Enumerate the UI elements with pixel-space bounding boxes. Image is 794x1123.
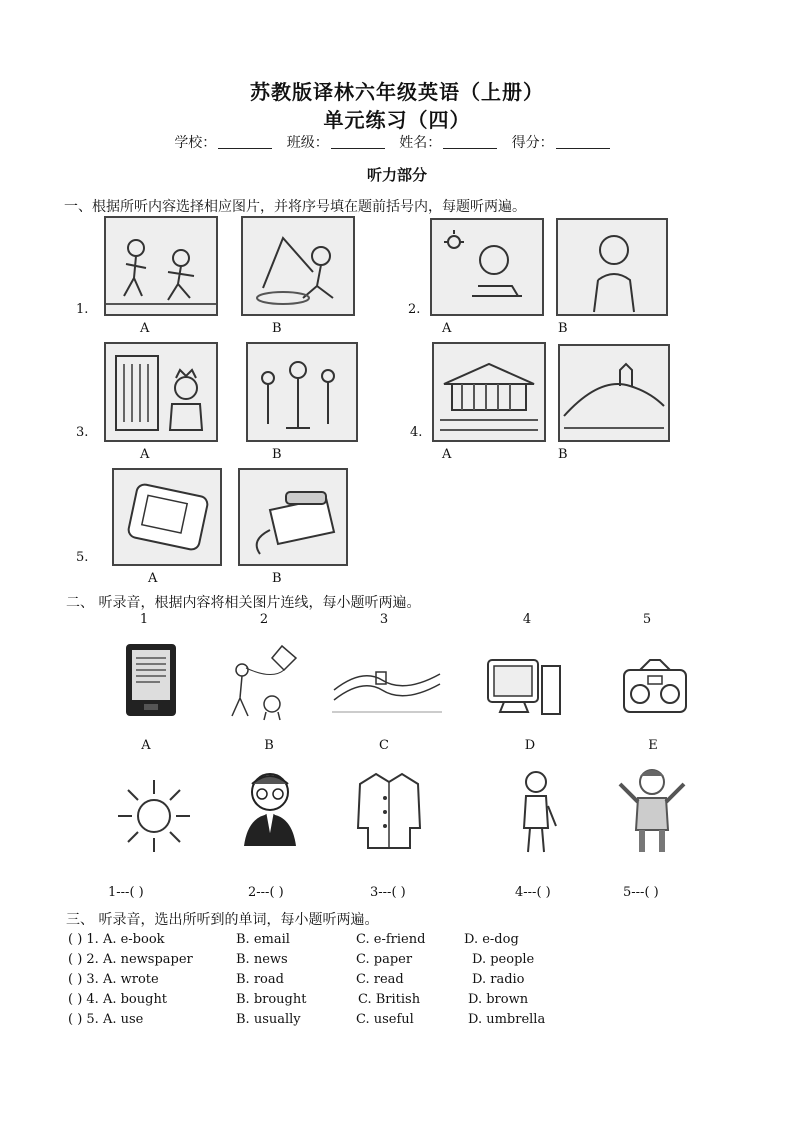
option-label: A	[140, 447, 150, 462]
telephone-icon	[240, 470, 346, 564]
option-d[interactable]: D. radio	[472, 972, 525, 987]
match-number: 3	[379, 612, 389, 627]
picture-4a-palace[interactable]	[432, 342, 546, 442]
match-letter: E	[648, 738, 658, 753]
question-text[interactable]: ( ) 1. A. e-book	[68, 932, 165, 947]
picture-1a-children-playing[interactable]	[104, 216, 218, 316]
part2-instruction: 二、 听录音，根据内容将相关图片连线，每小题听两遍。	[66, 595, 421, 611]
businessman-picture[interactable]	[238, 766, 302, 848]
radio-picture[interactable]	[620, 656, 690, 716]
option-label: B	[272, 321, 282, 336]
option-d[interactable]: D. brown	[468, 992, 529, 1007]
option-b[interactable]: B. email	[236, 932, 290, 947]
class-label: 班级：	[286, 135, 329, 151]
ebook-icon	[124, 642, 180, 718]
option-d[interactable]: D. people	[472, 952, 535, 967]
question-text[interactable]: ( ) 5. A. use	[68, 1012, 144, 1027]
option-label: B	[272, 447, 282, 462]
name-label: 姓名：	[399, 135, 442, 151]
match-answer-4[interactable]: 4---( )	[515, 885, 551, 900]
ebook-reader-picture[interactable]	[124, 642, 180, 718]
item-number: 3.	[76, 425, 89, 440]
option-c[interactable]: C. e-friend	[356, 932, 426, 947]
picture-3a-king-wardrobe[interactable]	[104, 342, 218, 442]
section-title: 听力部分	[366, 166, 427, 184]
match-letter: B	[264, 738, 274, 753]
great-wall-icon	[332, 650, 442, 720]
option-d[interactable]: D. e-dog	[464, 932, 519, 947]
item-number: 5.	[76, 550, 89, 565]
match-answer-1[interactable]: 1---( )	[108, 885, 144, 900]
boy-waving-picture[interactable]	[612, 764, 692, 856]
student-info-line	[0, 132, 794, 152]
wardrobe-icon	[106, 344, 216, 440]
option-c[interactable]: C. useful	[356, 1012, 414, 1027]
sun-picture[interactable]	[114, 776, 194, 856]
option-label: A	[442, 321, 452, 336]
item-number: 2.	[408, 302, 421, 317]
question-row	[68, 932, 768, 950]
coat-picture[interactable]	[354, 768, 424, 850]
picture-5a-smartphone[interactable]	[112, 468, 222, 566]
coat-icon	[354, 768, 424, 850]
picture-2a-boy-reading[interactable]	[430, 218, 544, 316]
name-blank[interactable]	[443, 134, 497, 149]
option-label: B	[558, 447, 568, 462]
school-label: 学校：	[174, 135, 217, 151]
option-d[interactable]: D. umbrella	[468, 1012, 546, 1027]
radio-icon	[620, 656, 690, 716]
picture-1b-boy-fishing[interactable]	[241, 216, 355, 316]
question-text[interactable]: ( ) 3. A. wrote	[68, 972, 159, 987]
page-subtitle: 单元练习（四）	[323, 108, 471, 132]
match-number: 5	[642, 612, 652, 627]
picture-4b-hill-pagoda[interactable]	[558, 344, 670, 442]
question-text[interactable]: ( ) 4. A. bought	[68, 992, 168, 1007]
computer-picture[interactable]	[484, 656, 568, 718]
option-c[interactable]: C. British	[358, 992, 421, 1007]
school-blank[interactable]	[218, 134, 272, 149]
option-label: A	[140, 321, 150, 336]
question-row	[68, 1012, 768, 1030]
option-label: B	[272, 571, 282, 586]
man-with-glasses-icon	[238, 766, 302, 848]
match-answer-5[interactable]: 5---( )	[623, 885, 659, 900]
option-c[interactable]: C. read	[356, 972, 404, 987]
match-letter: D	[524, 738, 536, 753]
question-text[interactable]: ( ) 2. A. newspaper	[68, 952, 193, 967]
match-number: 1	[139, 612, 149, 627]
kite-icon	[222, 640, 306, 724]
question-row	[68, 952, 768, 970]
palace-icon	[434, 344, 544, 440]
score-blank[interactable]	[556, 134, 610, 149]
match-letter: A	[141, 738, 151, 753]
item-number: 4.	[410, 425, 423, 440]
old-man-icon	[510, 766, 560, 856]
option-label: B	[558, 321, 568, 336]
kite-flying-picture[interactable]	[222, 640, 306, 724]
picture-3b-crowd-walking[interactable]	[246, 342, 358, 442]
question-row	[68, 992, 768, 1010]
option-b[interactable]: B. brought	[236, 992, 307, 1007]
computer-icon	[484, 656, 568, 718]
score-label: 得分：	[511, 135, 554, 151]
option-c[interactable]: C. paper	[356, 952, 413, 967]
picture-5b-telephone[interactable]	[238, 468, 348, 566]
sun-icon	[114, 776, 194, 856]
match-letter: C	[379, 738, 389, 753]
sad-boy-icon	[558, 220, 666, 314]
class-blank[interactable]	[331, 134, 385, 149]
boy-waving-icon	[612, 764, 692, 856]
question-row	[68, 972, 768, 990]
match-answer-3[interactable]: 3---( )	[370, 885, 406, 900]
crowd-icon	[248, 344, 356, 440]
match-number: 4	[522, 612, 532, 627]
part3-instruction: 三、 听录音，选出所听到的单词，每小题听两遍。	[66, 912, 379, 928]
match-number: 2	[259, 612, 269, 627]
hill-pagoda-icon	[560, 346, 668, 440]
match-answer-2[interactable]: 2---( )	[248, 885, 284, 900]
item-number: 1.	[76, 302, 89, 317]
part1-instruction: 一、根据所听内容选择相应图片，并将序号填在题前括号内，每题听两遍。	[64, 199, 526, 215]
option-label: A	[148, 571, 158, 586]
fishing-icon	[243, 218, 353, 314]
option-b[interactable]: B. usually	[236, 1012, 301, 1027]
option-b[interactable]: B. news	[236, 952, 288, 967]
picture-2b-sad-boy[interactable]	[556, 218, 668, 316]
page-title: 苏教版译林六年级英语（上册）	[250, 80, 544, 104]
smartphone-icon	[114, 470, 220, 564]
boy-reading-icon	[432, 220, 542, 314]
option-label: A	[442, 447, 452, 462]
option-b[interactable]: B. road	[236, 972, 284, 987]
old-man-picture[interactable]	[510, 766, 560, 856]
children-playing-icon	[106, 218, 216, 314]
great-wall-picture[interactable]	[332, 650, 442, 720]
